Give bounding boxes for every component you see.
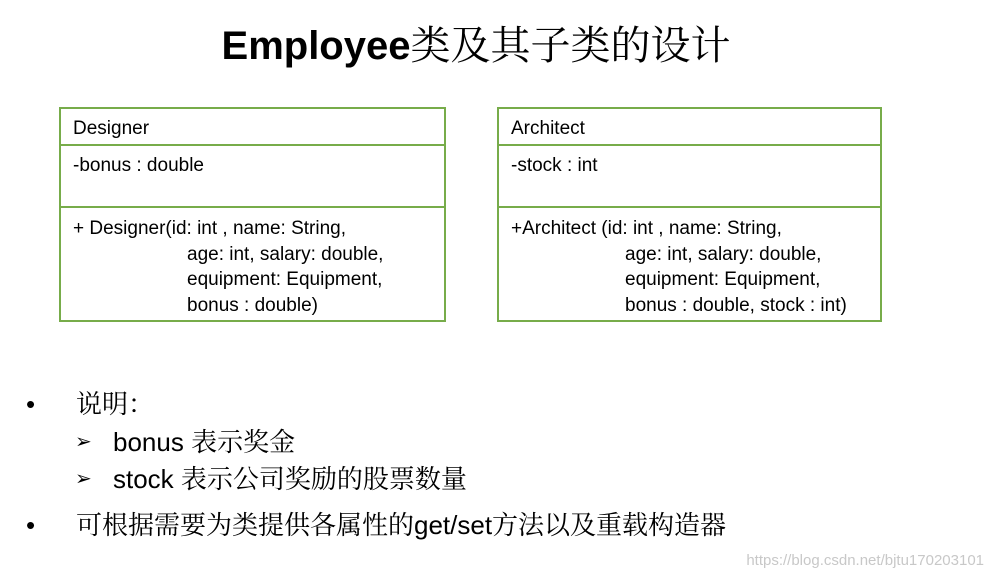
designer-class-name: Designer bbox=[73, 118, 150, 139]
title-latin: Employee bbox=[221, 24, 411, 68]
architect-attributes: -stock : int bbox=[499, 144, 880, 206]
architect-op-line: equipment: Equipment, bbox=[625, 269, 821, 290]
sub-item-bonus bbox=[75, 424, 295, 460]
note-second-text: 可根据需要为类提供各属性的get/set方法以及重载构造器 bbox=[76, 510, 727, 540]
architect-class-name: Architect bbox=[511, 118, 585, 139]
title-chinese: 类及其子类的设计 bbox=[410, 24, 731, 68]
slide-title bbox=[0, 20, 952, 72]
architect-op-line: +Architect (id: int , name: String, bbox=[511, 218, 782, 239]
arrow-bullet-icon: ➢ bbox=[75, 468, 92, 490]
designer-attributes: -bonus : double bbox=[61, 144, 444, 206]
bullet-icon: • bbox=[26, 510, 36, 540]
architect-op-line: age: int, salary: double, bbox=[625, 243, 822, 265]
architect-operations bbox=[499, 206, 880, 318]
architect-class-box bbox=[497, 107, 882, 322]
note-heading: 说明： bbox=[76, 389, 155, 419]
sub-item-text: stock 表示公司奖励的股票数量 bbox=[113, 464, 467, 494]
designer-op-line: age: int, salary: double, bbox=[187, 243, 384, 265]
sub-item-stock bbox=[75, 461, 467, 497]
designer-op-line: + Designer(id: int , name: String, bbox=[73, 218, 346, 239]
watermark-text: https://blog.csdn.net/bjtu170203101 bbox=[746, 552, 984, 569]
sub-item-text: bonus 表示奖金 bbox=[113, 427, 296, 457]
architect-op-line: bonus : double, stock : int) bbox=[625, 294, 847, 316]
designer-op-line: equipment: Equipment, bbox=[187, 269, 383, 290]
designer-class-box bbox=[59, 107, 446, 322]
bullet-icon: • bbox=[26, 389, 36, 419]
designer-operations bbox=[61, 206, 444, 318]
arrow-bullet-icon: ➢ bbox=[75, 431, 92, 453]
designer-op-line: bonus : double) bbox=[187, 294, 318, 316]
